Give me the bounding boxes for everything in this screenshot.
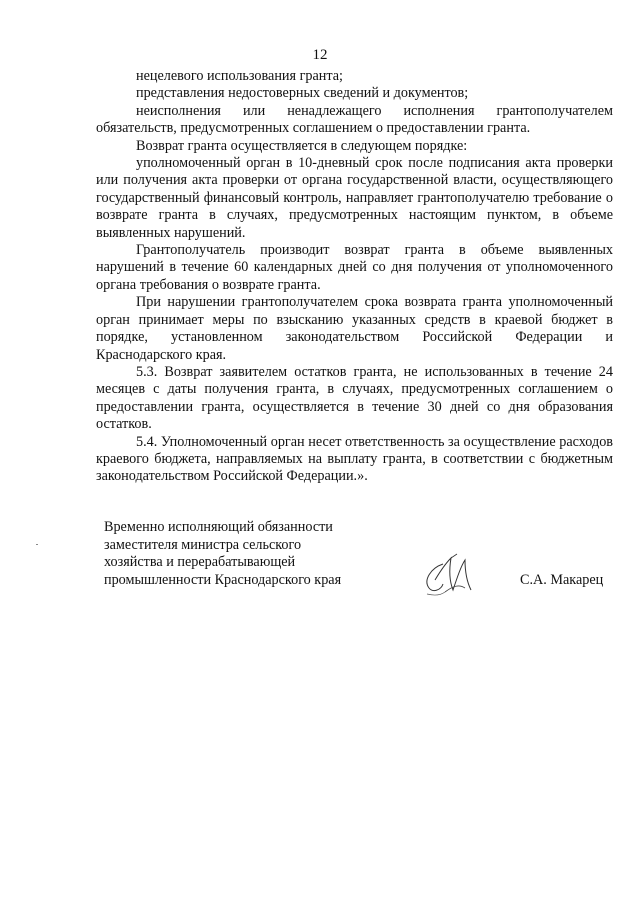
paragraph: уполномоченный орган в 10-дневный срок после подписания акта проверки или получения акта проверки от органа государственной власти, осуществляющего государственный финансовый контроль, направляет грантополучателю требование о возврате гранта в случаях, предусмотренных настоящим пунктом, в объеме выявленных нарушений. — [96, 155, 613, 241]
signatory-name: С.А. Макарец — [520, 572, 604, 588]
signatory-title-line: заместителя министра сельского — [104, 536, 302, 553]
document-body — [96, 68, 613, 486]
paragraph: нецелевого использования гранта; — [136, 68, 343, 84]
paragraph: 5.4. Уполномоченный орган несет ответственность за осуществление расходов краевого бюджета, направляемых на выплату гранта, в соответствии с бюджетным законодательством Российской Федерации.». — [96, 433, 613, 485]
signatory-title-line: промышленности Краснодарского края — [104, 571, 342, 588]
page-number: 12 — [312, 47, 328, 63]
paragraph: представления недостоверных сведений и документов; — [136, 85, 469, 102]
scan-speck — [36, 544, 38, 545]
paragraph: неисполнения или ненадлежащего исполнения грантополучателем обязательств, предусмотренных соглашением о предоставлении гранта. — [96, 102, 613, 137]
handwritten-signature — [415, 550, 485, 600]
paragraph: При нарушении грантополучателем срока возврата гранта уполномоченный орган принимает меры по взысканию указанных средств в краевой бюджет в порядке, установленном законодательством Российской Федерации и Краснодарского края. — [96, 294, 613, 363]
signatory-title-line: хозяйства и перерабатывающей — [104, 554, 296, 571]
paragraph: Грантополучатель производит возврат гранта в объеме выявленных нарушений в течение 60 календарных дней со дня получения от уполномоченного органа требования о возврате гранта. — [96, 242, 613, 293]
paragraph: 5.3. Возврат заявителем остатков гранта, не использованных в течение 24 месяцев с даты получения гранта, в случаях, предусмотренных соглашением о предоставлении гранта, осуществляется в течение 30 дней со дня образования остатков. — [96, 363, 613, 433]
signatory-title — [104, 519, 354, 589]
signatory-title-line: Временно исполняющий обязанности — [104, 519, 333, 535]
paragraph: Возврат гранта осуществляется в следующем порядке: — [136, 137, 468, 154]
